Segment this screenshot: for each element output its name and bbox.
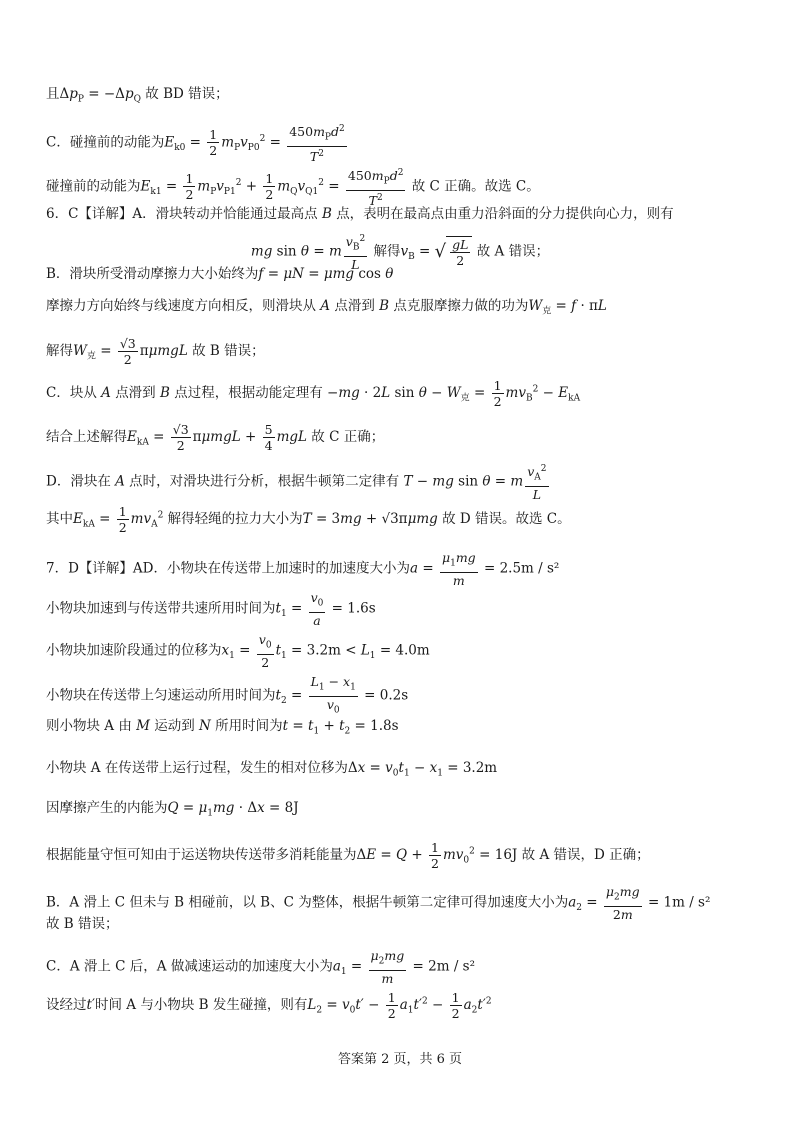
page-footer: 答案第 2 页，共 6 页 bbox=[337, 1052, 463, 1067]
line-c-energy-2: 碰撞前的动能为$E_{k1}$ = $\frac{1}{2}$ $m_Pv_{P1}^2$ + $\frac{1}{2}$ $m_Qv_{Q1}^2$ = $\frac{450m_Pd^2}{T^2}$ 故 C 正确。故选 C。 bbox=[46, 168, 540, 208]
line-x1: 小物块加速阶段通过的位移为$x_1$ = $\frac{v_0}{2}$ $t_1 = 3.2m < L_1 = 4.0m$ bbox=[46, 632, 430, 670]
line-energy-conservation: 根据能量守恒可知由于运送物块传送带多消耗能量为ΔE = Q + $\frac{1}{2}$ $mv_0^2 = 16J$ 故 A 错误，D 正确； bbox=[46, 840, 650, 871]
line-q6-intro: 6．C【详解】A．滑块转动并恰能通过最高点 B 点，表明在最高点由重力沿斜面的分力提供向心力，则有 bbox=[46, 206, 674, 222]
line-newton-a: D．滑块在 A 点时，对滑块进行分析，根据牛顿第二定律有 T − mg sin θ = m $\frac{v_A^2}{L}$ bbox=[46, 464, 547, 502]
line-total-time: 则小物块 A 由 M 运动到 N 所用时间为$t = t_1 + t_2 = 1.8s$ bbox=[46, 718, 399, 737]
line-c-energy-1: C．碰撞前的动能为$E_{k0}$ = $\frac{1}{2}$ $m_Pv_{P0}^2$ = $\frac{450m_Pd^2}{T^2}$ bbox=[46, 124, 345, 164]
line-b7: B．A 滑上 C 但未与 B 相碰前，以 B、C 为整体，根据牛顿第二定律可得加速度大小为$a_2$ = $\frac{\mu_2mg}{2m}$ = 1m / s² bbox=[46, 884, 711, 922]
line-q6-equation: mg sin θ = m $\frac{v_B^2}{L}$ 解得$v_B$ = √ $\frac{gL}{2}$ 故 A 错误； bbox=[250, 234, 550, 272]
line-heat: 因摩擦产生的内能为$Q = \mu_1mg \cdot \Delta x = 8J$ bbox=[46, 800, 299, 819]
line-c7: C．A 滑上 C 后，A 做减速运动的加速度大小为$a_1$ = $\frac{\mu_2mg}{m}$ = 2m / s² bbox=[46, 948, 476, 986]
line-ek-result: 结合上述解得$E_{kA}$ = $\frac{√3}{2}$ πμmgL + $\frac{5}{4}$ mgL 故 C 正确； bbox=[46, 422, 385, 453]
line-friction-work: 摩擦力方向始终与线速度方向相反，则滑块从 A 点滑到 B 点克服摩擦力做的功为$W_克 = f \cdot \pi L$ bbox=[46, 298, 607, 317]
line-energy-theorem: C．块从 A 点滑到 B 点过程，根据动能定理有 −mg · 2L $\sin \theta - W_克$ = $\frac{1}{2}$ $mv_B^2 - E_{kA}$ bbox=[46, 378, 581, 409]
line-work-result: 解得$W_克$ = $\frac{√3}{2}$ πμmgL 故 B 错误； bbox=[46, 336, 265, 367]
line-l2: 设经过t′时间 A 与小物块 B 发生碰撞，则有$L_2 = v_0t'$ − $\frac{1}{2}$ $a_1t'^2$ − $\frac{1}{2}$ $a_2t'^2$ bbox=[46, 990, 492, 1021]
line-friction-force: B．滑块所受滑动摩擦力大小始终为f = μN = μmg cos θ bbox=[46, 266, 394, 282]
line-t2: 小物块在传送带上匀速运动所用时间为$t_2$ = $\frac{L_1 - x_1}{v_0}$ = 0.2s bbox=[46, 674, 409, 715]
line-t1: 小物块加速到与传送带共速所用时间为$t_1$ = $\frac{v_0}{a}$ = 1.6s bbox=[46, 590, 376, 628]
line-momentum: 且$\Delta p_P = -\Delta p_Q$ 故 BD 错误； bbox=[46, 86, 229, 105]
line-tension: 其中$E_{kA}$ = $\frac{1}{2}$ $mv_A^2$ 解得轻绳的拉力大小为T = 3mg + √3πμmg 故 D 错误。故选 C。 bbox=[46, 504, 571, 535]
line-q7-intro: 7．D【详解】AD．小物块在传送带上加速时的加速度大小为a = $\frac{\mu_1mg}{m}$ = 2.5m / s² bbox=[46, 550, 560, 588]
line-b7-result: 故 B 错误； bbox=[46, 916, 119, 932]
line-relative-displacement: 小物块 A 在传送带上运行过程，发生的相对位移为$\Delta x = v_0t_1 - x_1 = 3.2m$ bbox=[46, 760, 498, 779]
